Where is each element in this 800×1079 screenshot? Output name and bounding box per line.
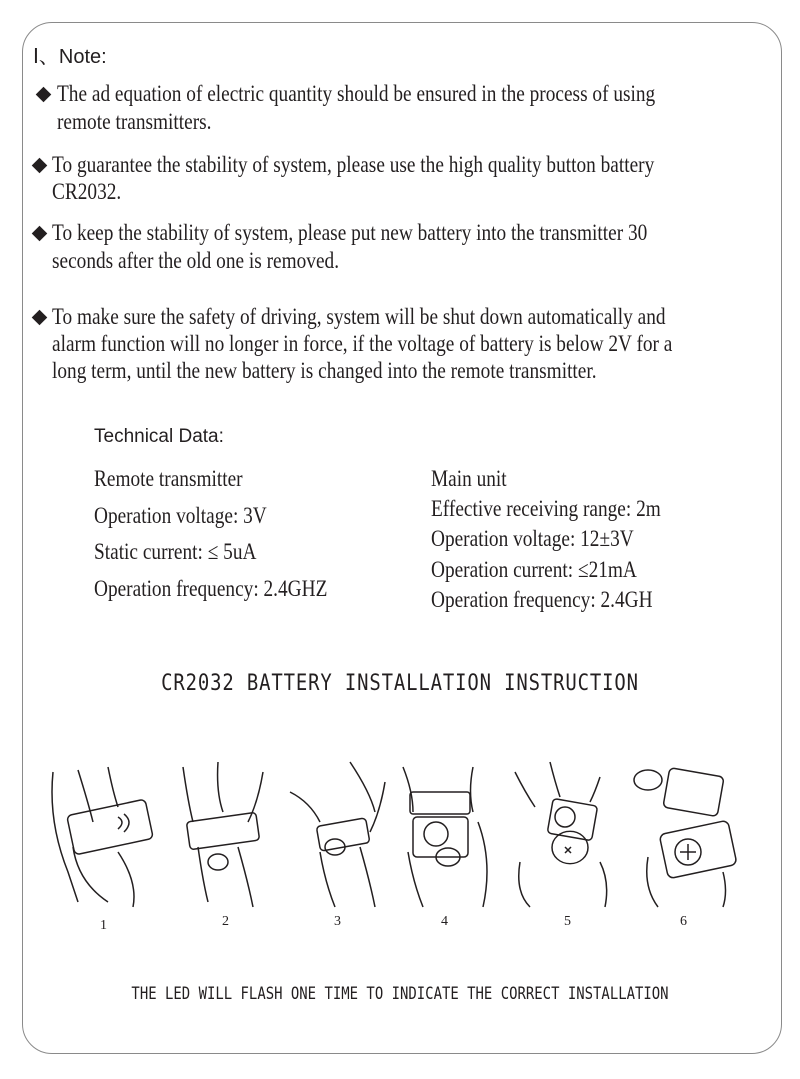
remote-spec: Static current: ≤ 5uA [94, 539, 257, 564]
step-number: 3 [334, 914, 341, 929]
step-3-illustration [290, 762, 400, 912]
remote-spec: Operation frequency: 2.4GHZ [94, 576, 328, 601]
note-line: CR2032. [52, 179, 122, 204]
note-line: remote transmitters. [57, 109, 212, 134]
main-unit-spec: Main unit [431, 466, 507, 491]
note-line: The ad equation of electric quantity should be ensured in the process of using [57, 81, 656, 106]
step-number: 1 [100, 918, 107, 933]
remote-spec: Operation voltage: 3V [94, 503, 267, 528]
led-flash-note: THE LED WILL FLASH ONE TIME TO INDICATE THE CORRECT INSTALLATION [131, 984, 669, 1004]
main-unit-spec: Operation frequency: 2.4GH [431, 587, 653, 612]
main-unit-spec: Operation voltage: 12±3V [431, 526, 634, 551]
note-line: To guarantee the stability of system, please use the high quality button battery [52, 152, 655, 177]
step-number: 4 [441, 914, 448, 929]
note-line: long term, until the new battery is changed into the remote transmitter. [52, 358, 597, 383]
note-title: Ⅰ、Note: [33, 46, 107, 68]
note-line: To keep the stability of system, please put new battery into the transmitter 30 [52, 220, 648, 245]
step-6-illustration [628, 762, 738, 912]
step-number: 2 [222, 914, 229, 929]
step-2-illustration [178, 762, 288, 912]
remote-spec: Remote transmitter [94, 466, 243, 491]
note-line: alarm function will no longer in force, if the voltage of battery is below 2V for a [52, 331, 673, 356]
note-line: To make sure the safety of driving, system will be shut down automatically and [52, 304, 666, 329]
installation-title: CR2032 BATTERY INSTALLATION INSTRUCTION [161, 671, 639, 696]
technical-data-title: Technical Data: [94, 426, 224, 447]
note-line: seconds after the old one is removed. [52, 248, 340, 273]
main-unit-spec: Effective receiving range: 2m [431, 496, 661, 521]
main-unit-spec: Operation current: ≤21mA [431, 557, 637, 582]
step-number: 6 [680, 914, 687, 929]
step-5-illustration [510, 762, 620, 912]
step-number: 5 [564, 914, 571, 929]
step-4-illustration [398, 762, 508, 912]
step-1-illustration [48, 762, 158, 912]
